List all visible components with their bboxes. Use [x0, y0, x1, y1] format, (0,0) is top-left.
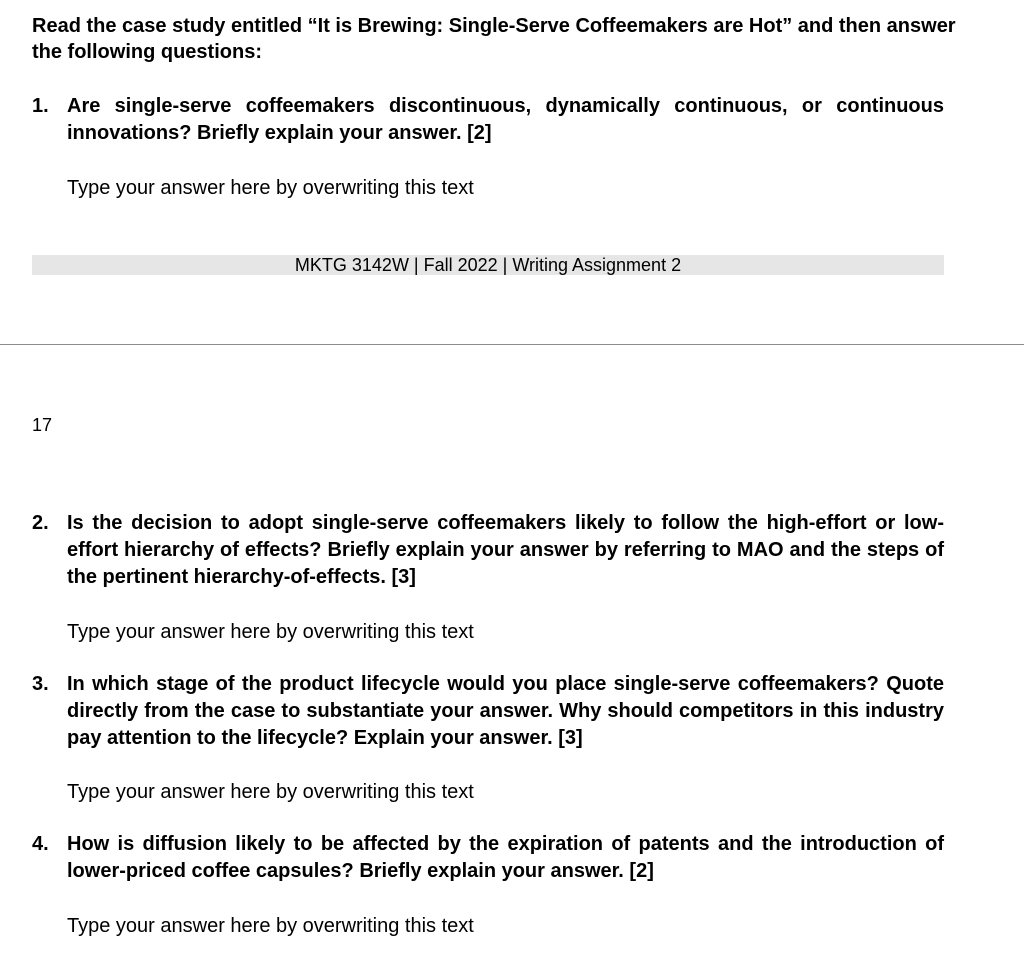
question-number: 4. — [32, 833, 49, 855]
question-3 — [32, 671, 944, 752]
question-4 — [32, 831, 944, 885]
question-number: 1. — [32, 95, 49, 117]
question-number: 2. — [32, 512, 49, 534]
assignment-instructions: Read the case study entitled “It is Brewing: Single-Serve Coffeemakers are Hot” and then answer the following questions: — [32, 15, 956, 63]
question-number: 3. — [32, 673, 49, 695]
answer-field-3[interactable]: Type your answer here by overwriting this text — [67, 781, 474, 803]
answer-field-4[interactable]: Type your answer here by overwriting this text — [67, 915, 474, 937]
page-footer: MKTG 3142W | Fall 2022 | Writing Assignment 2 — [32, 255, 944, 275]
page-number: 17 — [32, 415, 53, 435]
answer-field-2[interactable]: Type your answer here by overwriting this text — [67, 621, 474, 643]
question-2 — [32, 510, 944, 591]
answer-field-1[interactable]: Type your answer here by overwriting this text — [67, 177, 474, 199]
page-break-divider — [0, 344, 1024, 345]
question-1 — [32, 93, 944, 147]
question-text: In which stage of the product lifecycle would you place single-serve coffeemakers? Quote directly from the case to substantiate your answer. Why should competitors in this industry pay attention to the lifecycle? Explain your answer. [3] — [67, 673, 944, 749]
question-text: How is diffusion likely to be affected by the expiration of patents and the introduction of lower-priced coffee capsules? Briefly explain your answer. [2] — [67, 833, 944, 882]
question-text: Is the decision to adopt single-serve coffeemakers likely to follow the high-effort or low-effort hierarchy of effects? Briefly explain your answer by referring to MAO and the steps of the pertinent hierarchy-of-effects. [3] — [67, 512, 944, 588]
question-text: Are single-serve coffeemakers discontinuous, dynamically continuous, or continuous innovations? Briefly explain your answer. [2] — [67, 95, 944, 144]
